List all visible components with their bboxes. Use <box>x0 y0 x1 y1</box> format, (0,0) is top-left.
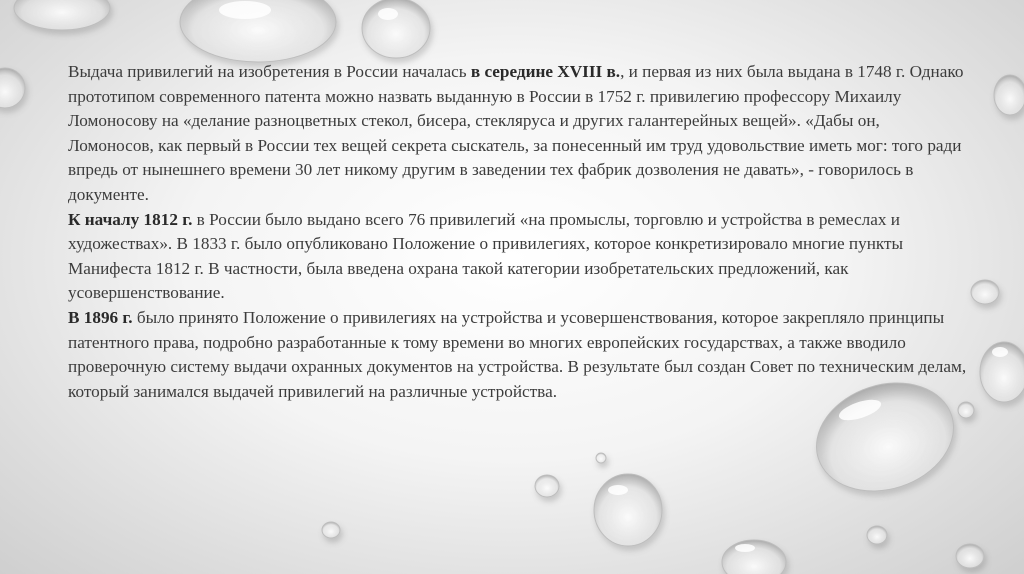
paragraph-1-highlight: в середине XVIII в. <box>470 62 621 81</box>
water-drop <box>958 402 974 418</box>
water-drop <box>362 0 430 58</box>
water-drop <box>596 453 606 463</box>
water-drop <box>535 475 559 497</box>
paragraph-3 <box>68 306 968 404</box>
slide-body <box>68 60 968 404</box>
water-drop <box>594 474 662 546</box>
water-drop <box>14 0 110 30</box>
water-drop <box>722 540 786 574</box>
water-drop <box>994 75 1024 115</box>
water-drop <box>956 544 984 568</box>
water-drop <box>322 522 340 538</box>
paragraph-2 <box>68 208 968 306</box>
paragraph-3-text: было принято Положение о привилегиях на устройства и усовершенствования, которое закрепляло принципы патентного права, подробно разработанные к тому времени во многих европейских государствах, а также вводило проверочную систему выдачи охранных документов на устройства. В результате был создан Совет по техническим делам, который занимался выдачей привилегий на различные устройства. <box>68 307 967 401</box>
paragraph-3-lead: В 1896 г. <box>68 307 133 327</box>
water-drop <box>867 526 887 544</box>
paragraph-1 <box>68 60 968 208</box>
paragraph-1-intro: Выдача привилегий на изобретения в России началась <box>68 62 471 81</box>
paragraph-1-text: , и первая из них была выдана в 1748 г. Однако прототипом современного патента можно назвать выданную в России в 1752 г. привилегию профессору Михаилу Ломоносову на «делание разноцветных стекол, бисера, стекляруса и других галантерейных вещей». «Дабы он, Ломоносов, как первый в России тех вещей секрета сыскатель, за понесенный им труд удовольствие иметь мог: того ради впредь от нынешнего времени 30 лет никому другим в заведении тех фабрик дозволения не давать», - говорилось в документе. <box>68 62 964 204</box>
paragraph-2-text: в России было выдано всего 76 привилегий «на промыслы, торговлю и устройства в ремеслах и художествах». В 1833 г. было опубликовано Положение о привилегиях, которое конкретизировало многие пункты Манифеста 1812 г. В частности, была введена охрана такой категории изобретательских предложений, как усовершенствование. <box>68 209 904 303</box>
paragraph-2-lead: К началу 1812 г. <box>68 209 193 229</box>
water-drop <box>0 68 25 108</box>
water-drop <box>971 280 999 304</box>
